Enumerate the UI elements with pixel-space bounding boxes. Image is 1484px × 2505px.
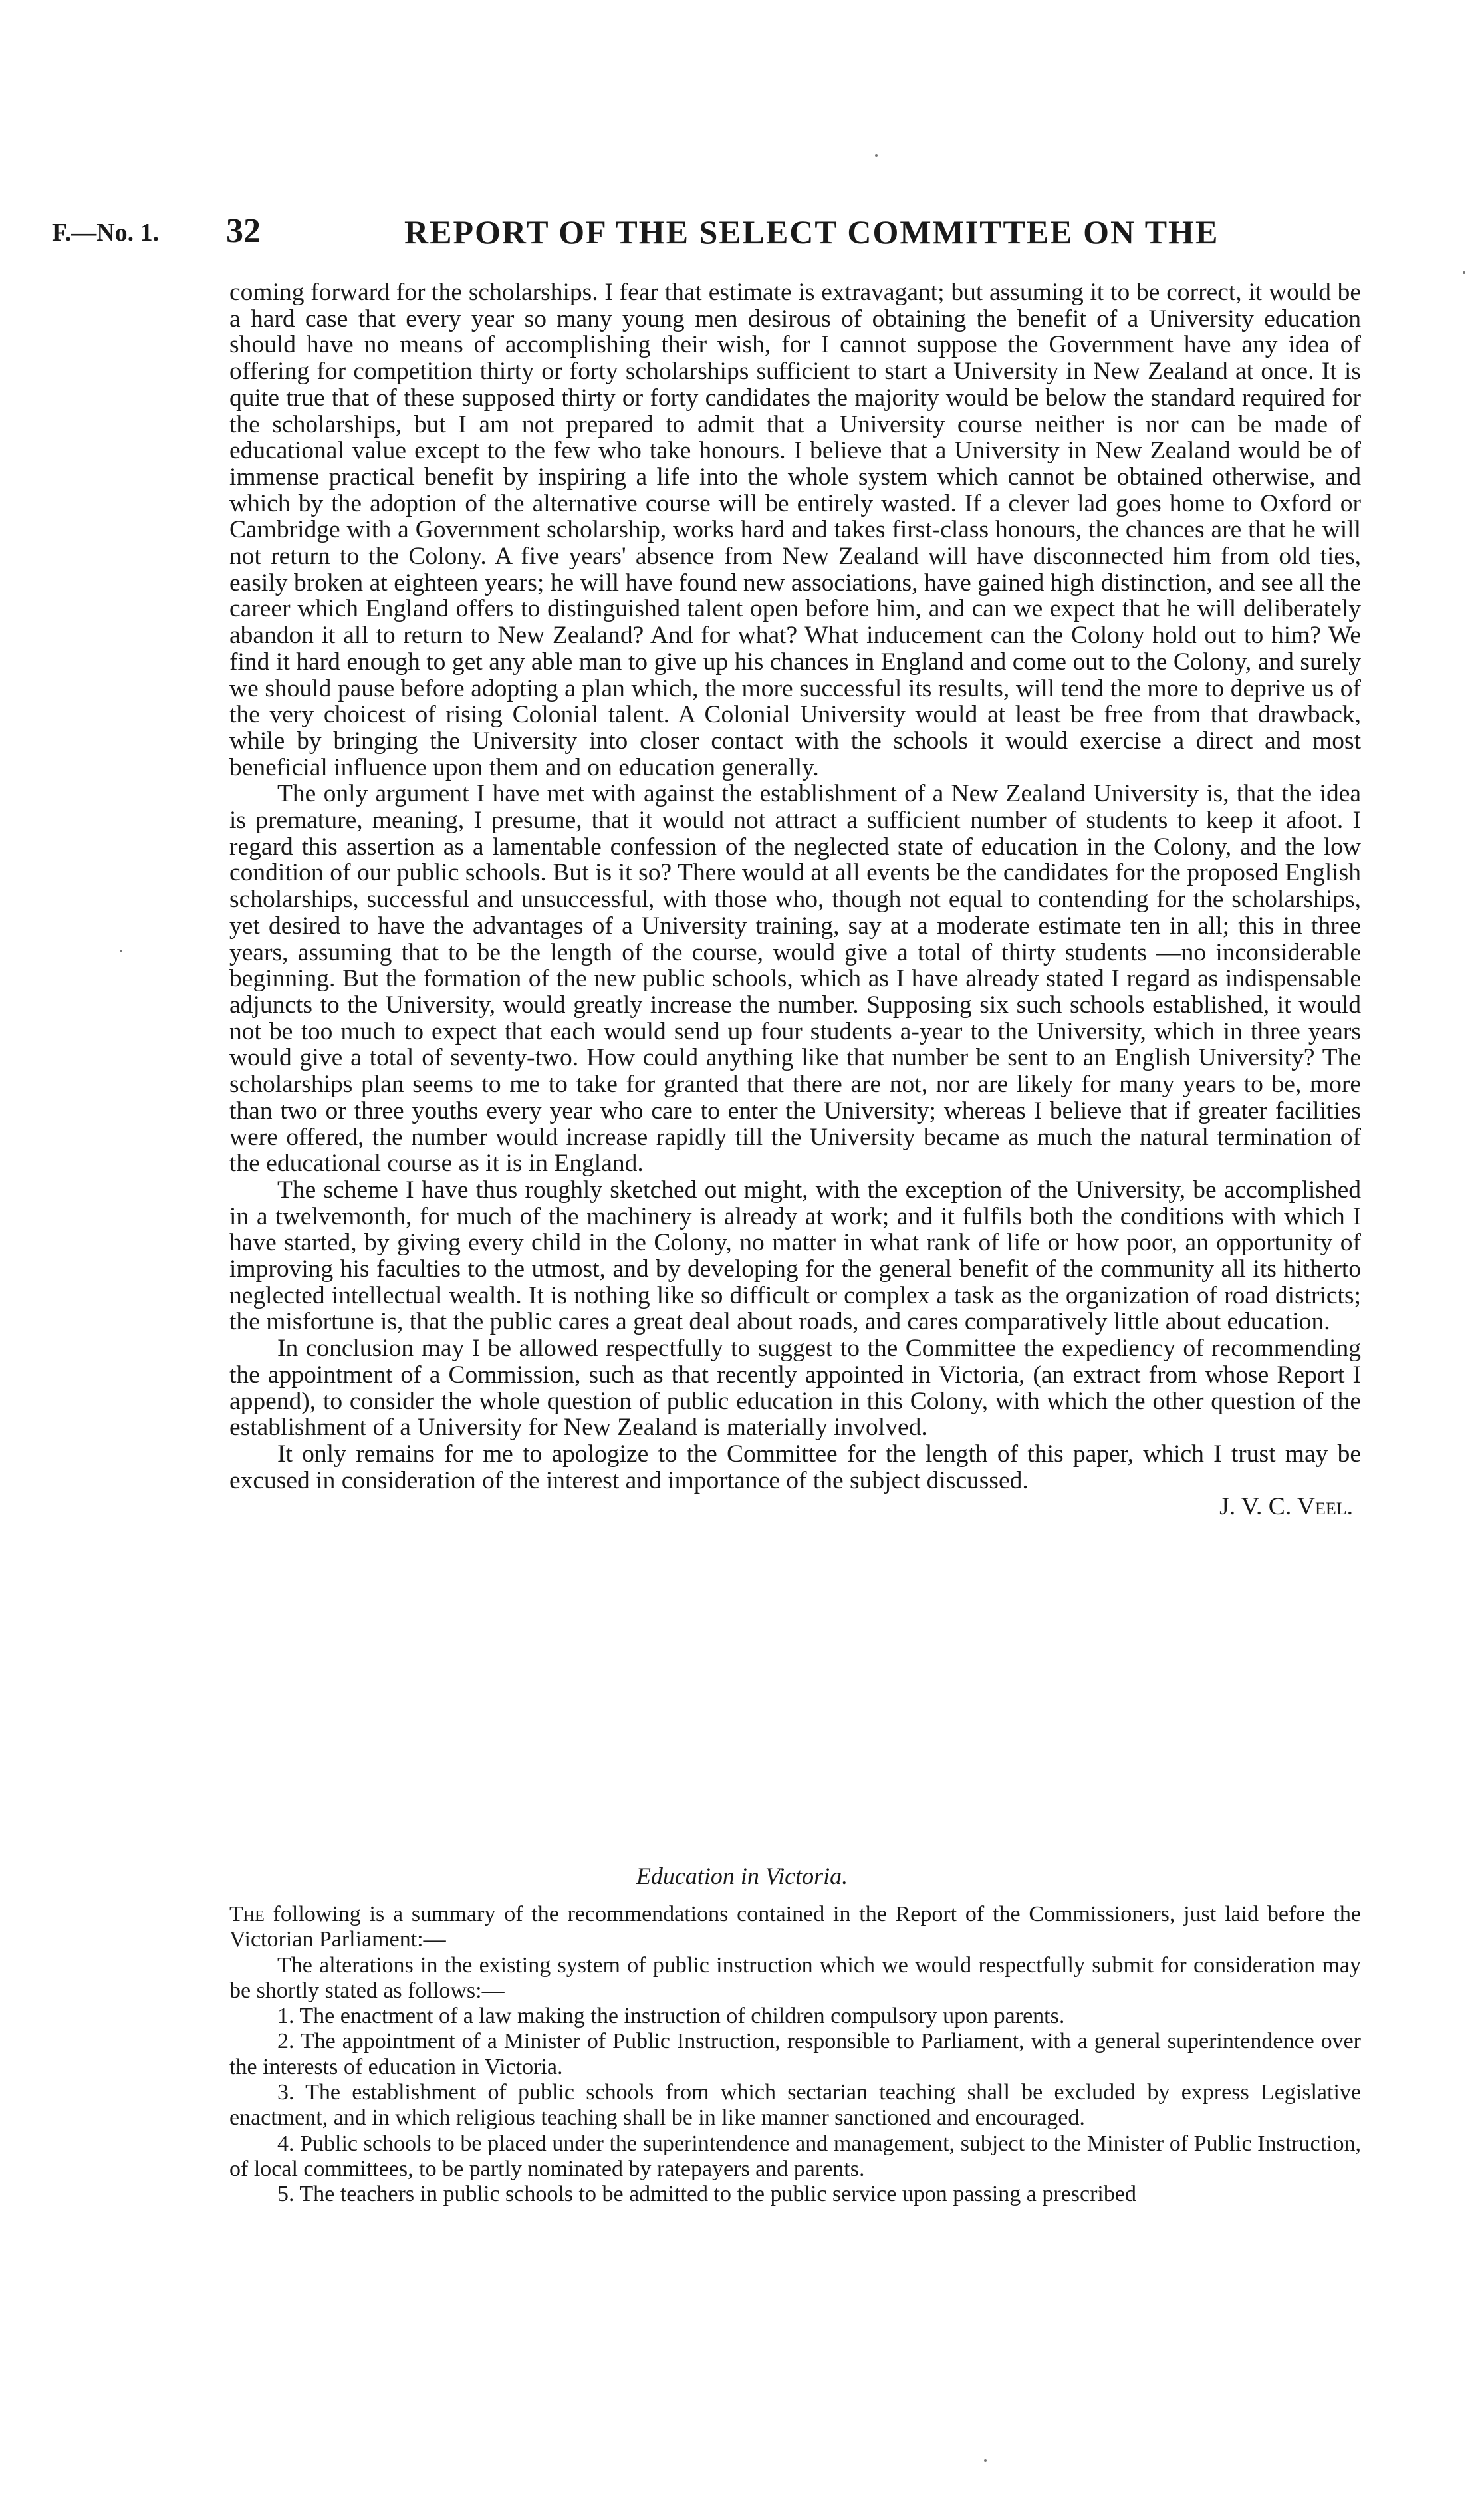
running-title: REPORT OF THE SELECT COMMITTEE ON THE [404, 213, 1219, 251]
recommendation-item: 1. The enactment of a law making the instruction of children compulsory upon parents. [277, 2004, 1065, 2029]
intro-text: following is a summary of the recommendations contained in the Report of the Commissioners, just laid before the Victorian Parliament:— [229, 1902, 1361, 1952]
intro-paragraph [229, 1902, 1361, 1953]
page-header [52, 211, 1382, 258]
paragraph: In conclusion may I be allowed respectfully to suggest to the Committee the expediency of recommending the appointment of a Commission, such as that recently appointed in Victoria, (an extract from whose Report I append), to consider the whole question of public education in this Colony, with which the other question of the establishment of a University for New Zealand is materially involved. [229, 1335, 1361, 1442]
section-title: Education in Victoria. [636, 1863, 848, 1889]
intro-lead: The [229, 1902, 265, 1926]
letter-body [229, 279, 1361, 1520]
paragraph: coming forward for the scholarships. I fear that estimate is extravagant; but assuming it to be correct, it would be a hard case that every year so many young men desirous of obtaining the benefit of a University education should have no means of accomplishing their wish, for I cannot suppose the Government have any idea of offering for competition thirty or forty scholarships sufficient to start a University in New Zealand at once. It is quite true that of these supposed thirty or forty candidates the majority would be below the standard required for the scholarships, but I am not prepared to admit that a University course neither is nor can be made of educational value except to the few who take honours. I believe that a University in New Zealand would be of immense practical benefit by inspiring a life into the whole system which cannot be obtained otherwise, and which by the adoption of the alternative course will be entirely wasted. If a clever lad goes home to Oxford or Cambridge with a Government scholarship, works hard and takes first-class honours, the chances are that he will not return to the Colony. A five years' absence from New Zealand will have disconnected him from old ties, easily broken at eighteen years; he will have found new associations, have gained high distinction, and see all the career which England offers to distinguished talent open before him, and can we expect that he will deliberately abandon it all to return to New Zealand? And for what? What inducement can the Colony hold out to him? We find it hard enough to get any able man to give up his chances in England and come out to the Colony, and surely we should pause before adopting a plan which, the more successful its results, will tend the more to deprive us of the very choicest of rising Colonial talent. A Colonial University would at least be free from that drawback, while by bringing the University into closer contact with the schools it would exercise a direct and most beneficial influence upon them and on education generally. [229, 279, 1361, 781]
scan-speck [120, 950, 122, 952]
recommendation-item: 4. Public schools to be placed under the superintendence and management, subject to the Minister of Public Instruction, of local committees, to be partly nominated by ratepayers and parents. [229, 2131, 1361, 2181]
recommendation-item: 3. The establishment of public schools from which sectarian teaching shall be excluded by express Legislative enactment, and in which religious teaching shall be in like manner sanctioned and encouraged. [229, 2080, 1361, 2131]
page-number: 32 [226, 212, 261, 250]
recommendation-item: 5. The teachers in public schools to be admitted to the public service upon passing a prescribed [277, 2182, 1136, 2207]
recommendation-item: 2. The appointment of a Minister of Public Instruction, responsible to Parliament, with a general superintendence over the interests of education in Victoria. [229, 2029, 1361, 2079]
education-summary [229, 1902, 1361, 2208]
scan-speck [1463, 271, 1465, 274]
paragraph: It only remains for me to apologize to the Committee for the length of this paper, which I trust may be excused in consideration of the interest and importance of the subject discussed. [229, 1440, 1361, 1494]
scan-speck [875, 154, 878, 157]
signature: J. V. C. Veel. [1219, 1493, 1353, 1521]
document-reference: F.—No. 1. [52, 219, 160, 247]
paragraph: The scheme I have thus roughly sketched out might, with the exception of the University, be accomplished in a twelvemonth, for much of the machinery is already at work; and it fulfils both the conditions with which I have started, by giving every child in the Colony, no matter in what rank of life or how poor, an opportunity of improving his faculties to the utmost, and by developing for the general benefit of the community all its hitherto neglected intellectual wealth. It is nothing like so difficult or complex a task as the organization of road districts; the misfortune is, that the public cares a great deal about roads, and cares comparatively little about education. [229, 1176, 1361, 1336]
scan-speck [984, 2459, 987, 2462]
preamble: The alterations in the existing system of public instruction which we would respectfully submit for consideration may be shortly stated as follows:— [229, 1952, 1361, 2003]
paragraph: The only argument I have met with against the establishment of a New Zealand University is, that the idea is premature, meaning, I presume, that it would not attract a sufficient number of students to keep it afoot. I regard this assertion as a lamentable confession of the neglected state of education in the Colony, and the low condition of our public schools. But is it so? There would at all events be the candidates for the proposed English scholarships, successful and unsuccessful, with those who, though not equal to contending for the scholarships, yet desired to have the advantages of a University training, say at a moderate estimate ten in all; this in three years, assuming that to be the length of the course, would give a total of thirty students —no inconsiderable beginning. But the formation of the new public schools, which as I have already stated I regard as indispensable adjuncts to the University, would greatly increase the number. Supposing six such schools established, it would not be too much to expect that each would send up four students a-year to the University, which in three years would give a total of seventy-two. How could anything like that number be sent to an English University? The scholarships plan seems to me to take for granted that there are not, nor are likely for many years to be, more than two or three youths every year who care to enter the University; whereas I believe that if greater facilities were offered, the number would increase rapidly till the University became as much the natural termination of the educational course as it is in England. [229, 780, 1361, 1178]
